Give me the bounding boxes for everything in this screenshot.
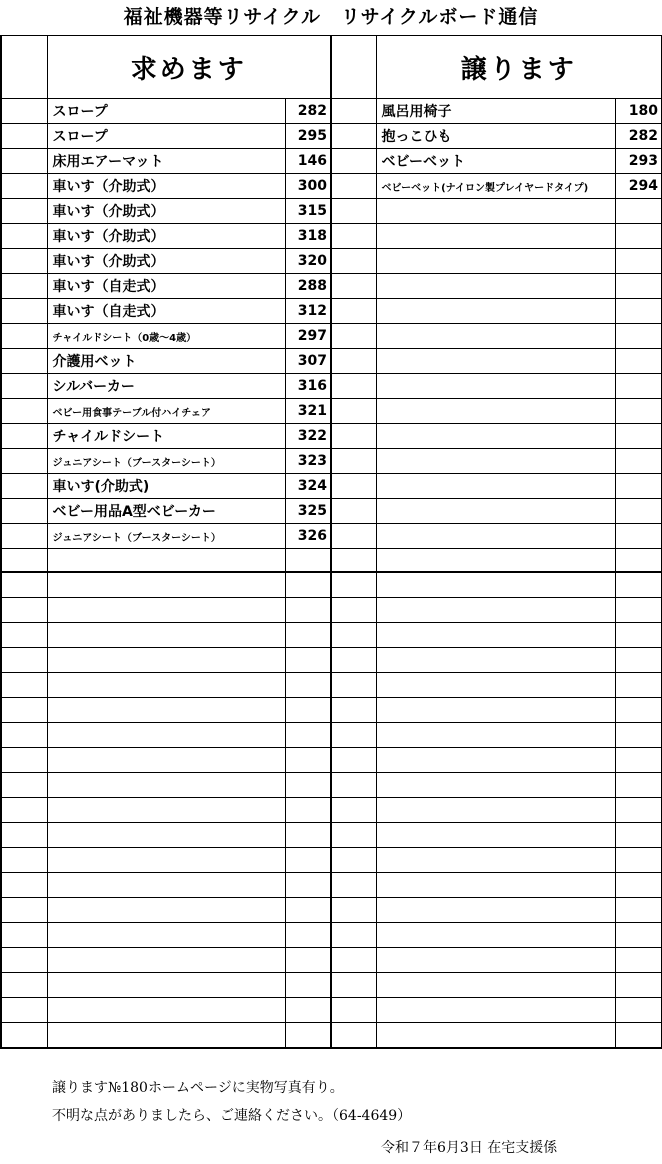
table-row [1, 998, 662, 1023]
offered-number-cell [615, 998, 662, 1023]
wanted-number-cell [285, 923, 331, 948]
offered-header: 譲ります [376, 36, 662, 99]
wanted-blank-cell [1, 723, 47, 748]
wanted-item-cell: チャイルドシート [47, 424, 285, 449]
table-row [1, 948, 662, 973]
wanted-number-cell: 295 [285, 124, 331, 149]
wanted-number-cell: 324 [285, 474, 331, 499]
wanted-item-cell [47, 873, 285, 898]
offered-item-cell [376, 898, 615, 923]
offered-item-cell [376, 648, 615, 673]
wanted-blank-cell [1, 324, 47, 349]
offered-number-cell [615, 199, 662, 224]
offered-blank-cell [331, 572, 376, 598]
table-row [1, 299, 662, 324]
offered-number-cell [615, 848, 662, 873]
wanted-blank-cell [1, 698, 47, 723]
wanted-number-cell: 321 [285, 399, 331, 424]
offered-blank-cell [331, 723, 376, 748]
offered-number-cell [615, 773, 662, 798]
wanted-item-cell: 車いす（介助式） [47, 199, 285, 224]
offered-blank-cell [331, 848, 376, 873]
wanted-blank-cell [1, 424, 47, 449]
wanted-blank-cell [1, 124, 47, 149]
offered-blank-cell [331, 99, 376, 124]
wanted-item-cell [47, 823, 285, 848]
offered-blank-cell [331, 823, 376, 848]
offered-number-cell [615, 324, 662, 349]
offered-blank-cell [331, 898, 376, 923]
table-row [1, 773, 662, 798]
offered-blank-cell [331, 424, 376, 449]
offered-blank-cell [331, 698, 376, 723]
wanted-item-cell: 車いす(介助式) [47, 474, 285, 499]
wanted-blank-cell [1, 572, 47, 598]
offered-item-cell [376, 848, 615, 873]
offered-item-cell [376, 798, 615, 823]
wanted-blank-cell [1, 773, 47, 798]
wanted-item-cell [47, 848, 285, 873]
table-row [1, 174, 662, 199]
offered-blank-cell [331, 923, 376, 948]
table-row [1, 499, 662, 524]
offered-blank-cell [331, 324, 376, 349]
wanted-blank-cell [1, 948, 47, 973]
wanted-blank-cell [1, 99, 47, 124]
wanted-blank-cell [1, 598, 47, 623]
wanted-item-cell [47, 598, 285, 623]
wanted-blank-cell [1, 673, 47, 698]
table-row [1, 798, 662, 823]
wanted-header: 求めます [47, 36, 331, 99]
wanted-blank-cell [1, 823, 47, 848]
wanted-blank-cell [1, 149, 47, 174]
table-row [1, 823, 662, 848]
wanted-blank-cell [1, 174, 47, 199]
footer-date-department: 令和７年6月3日 在宅支援係 [381, 1140, 558, 1156]
offered-item-cell [376, 823, 615, 848]
wanted-number-cell [285, 598, 331, 623]
wanted-number-cell [285, 973, 331, 998]
wanted-blank-cell [1, 399, 47, 424]
offered-number-cell [615, 399, 662, 424]
offered-number-cell [615, 249, 662, 274]
wanted-number-cell [285, 623, 331, 648]
offered-blank-cell [331, 199, 376, 224]
offered-blank-cell [331, 623, 376, 648]
offered-number-cell [615, 299, 662, 324]
wanted-item-cell: ジュニアシート（ブースターシート） [47, 449, 285, 474]
table-row [1, 524, 662, 549]
table-row [1, 224, 662, 249]
table-row [1, 274, 662, 299]
offered-number-cell: 294 [615, 174, 662, 199]
offered-blank-cell [331, 598, 376, 623]
offered-item-cell [376, 524, 615, 549]
wanted-item-cell: ベビー用品A型ベビーカー [47, 499, 285, 524]
wanted-number-cell: 320 [285, 249, 331, 274]
offered-item-cell [376, 324, 615, 349]
wanted-blank-cell [1, 374, 47, 399]
offered-item-cell [376, 449, 615, 474]
recycle-board-table [0, 35, 662, 1049]
offered-blank-cell [331, 873, 376, 898]
wanted-blank-cell [1, 923, 47, 948]
offered-number-cell [615, 623, 662, 648]
wanted-item-cell [47, 748, 285, 773]
offered-blank-cell [331, 249, 376, 274]
wanted-blank-cell [1, 449, 47, 474]
table-row [1, 474, 662, 499]
wanted-number-cell [285, 549, 331, 573]
wanted-blank-cell [1, 648, 47, 673]
table-row [1, 973, 662, 998]
offered-number-cell [615, 224, 662, 249]
offered-item-cell [376, 1023, 615, 1049]
offered-number-cell [615, 823, 662, 848]
wanted-blank-cell [1, 274, 47, 299]
wanted-blank-cell [1, 748, 47, 773]
wanted-item-cell: 車いす（介助式） [47, 174, 285, 199]
table-row [1, 873, 662, 898]
wanted-item-cell [47, 623, 285, 648]
offered-number-cell: 180 [615, 99, 662, 124]
table-row [1, 124, 662, 149]
offered-blank-cell [331, 174, 376, 199]
offered-blank-cell [331, 274, 376, 299]
wanted-number-cell [285, 848, 331, 873]
wanted-number-cell: 297 [285, 324, 331, 349]
wanted-item-cell: スロープ [47, 99, 285, 124]
offered-item-cell [376, 998, 615, 1023]
offered-item-cell [376, 299, 615, 324]
header-blank-left [1, 36, 47, 99]
offered-item-cell [376, 948, 615, 973]
offered-number-cell [615, 698, 662, 723]
table-row [1, 199, 662, 224]
table-row [1, 748, 662, 773]
wanted-blank-cell [1, 499, 47, 524]
offered-number-cell: 282 [615, 124, 662, 149]
wanted-number-cell: 282 [285, 99, 331, 124]
offered-item-cell: ベビーベット(ナイロン製プレイヤードタイプ) [376, 174, 615, 199]
wanted-blank-cell [1, 224, 47, 249]
offered-number-cell [615, 598, 662, 623]
offered-blank-cell [331, 998, 376, 1023]
wanted-item-cell [47, 698, 285, 723]
wanted-blank-cell [1, 848, 47, 873]
wanted-number-cell [285, 748, 331, 773]
offered-item-cell [376, 199, 615, 224]
table-row [1, 698, 662, 723]
offered-item-cell [376, 623, 615, 648]
offered-item-cell [376, 349, 615, 374]
wanted-item-cell [47, 973, 285, 998]
offered-blank-cell [331, 798, 376, 823]
wanted-number-cell: 288 [285, 274, 331, 299]
wanted-blank-cell [1, 898, 47, 923]
wanted-number-cell: 307 [285, 349, 331, 374]
offered-item-cell [376, 598, 615, 623]
wanted-number-cell: 316 [285, 374, 331, 399]
header-blank-right [331, 36, 376, 99]
wanted-item-cell [47, 773, 285, 798]
offered-number-cell [615, 648, 662, 673]
wanted-number-cell [285, 648, 331, 673]
wanted-item-cell [47, 673, 285, 698]
offered-number-cell [615, 474, 662, 499]
wanted-item-cell [47, 998, 285, 1023]
wanted-blank-cell [1, 249, 47, 274]
table-row [1, 549, 662, 573]
table-row [1, 598, 662, 623]
wanted-number-cell [285, 673, 331, 698]
wanted-number-cell [285, 572, 331, 598]
offered-item-cell [376, 773, 615, 798]
wanted-item-cell [47, 549, 285, 573]
offered-blank-cell [331, 549, 376, 573]
offered-number-cell [615, 873, 662, 898]
table-row [1, 149, 662, 174]
table-row [1, 1023, 662, 1049]
offered-blank-cell [331, 299, 376, 324]
wanted-blank-cell [1, 299, 47, 324]
table-row [1, 673, 662, 698]
wanted-number-cell [285, 823, 331, 848]
wanted-blank-cell [1, 474, 47, 499]
wanted-item-cell [47, 648, 285, 673]
offered-blank-cell [331, 499, 376, 524]
table-row [1, 324, 662, 349]
wanted-number-cell: 322 [285, 424, 331, 449]
wanted-number-cell [285, 873, 331, 898]
wanted-item-cell [47, 572, 285, 598]
offered-number-cell [615, 898, 662, 923]
wanted-item-cell: シルバーカー [47, 374, 285, 399]
table-row [1, 898, 662, 923]
offered-item-cell [376, 424, 615, 449]
table-row [1, 349, 662, 374]
table-row [1, 399, 662, 424]
offered-blank-cell [331, 474, 376, 499]
offered-blank-cell [331, 648, 376, 673]
wanted-blank-cell [1, 873, 47, 898]
wanted-number-cell [285, 698, 331, 723]
offered-item-cell [376, 249, 615, 274]
offered-item-cell [376, 549, 615, 573]
offered-number-cell [615, 673, 662, 698]
offered-number-cell [615, 524, 662, 549]
offered-number-cell [615, 349, 662, 374]
offered-item-cell [376, 923, 615, 948]
wanted-item-cell: 車いす（介助式） [47, 249, 285, 274]
wanted-number-cell: 325 [285, 499, 331, 524]
offered-item-cell [376, 399, 615, 424]
offered-number-cell [615, 549, 662, 573]
offered-item-cell [376, 374, 615, 399]
offered-item-cell [376, 474, 615, 499]
offered-blank-cell [331, 748, 376, 773]
offered-item-cell [376, 698, 615, 723]
table-row [1, 723, 662, 748]
offered-blank-cell [331, 374, 376, 399]
offered-number-cell [615, 923, 662, 948]
offered-blank-cell [331, 149, 376, 174]
offered-number-cell [615, 748, 662, 773]
table-row [1, 848, 662, 873]
wanted-number-cell: 315 [285, 199, 331, 224]
offered-number-cell [615, 274, 662, 299]
wanted-blank-cell [1, 623, 47, 648]
wanted-item-cell: 床用エアーマット [47, 149, 285, 174]
offered-blank-cell [331, 1023, 376, 1049]
wanted-number-cell [285, 1023, 331, 1049]
offered-number-cell [615, 572, 662, 598]
wanted-item-cell: 車いす（介助式） [47, 224, 285, 249]
wanted-item-cell [47, 948, 285, 973]
wanted-blank-cell [1, 549, 47, 573]
wanted-item-cell: 介護用ベット [47, 349, 285, 374]
offered-blank-cell [331, 673, 376, 698]
footer-note-photo: 譲ります№180ホームページに実物写真有り。 [52, 1080, 344, 1096]
offered-number-cell [615, 374, 662, 399]
offered-blank-cell [331, 524, 376, 549]
offered-blank-cell [331, 224, 376, 249]
wanted-item-cell: 車いす（自走式） [47, 299, 285, 324]
wanted-blank-cell [1, 998, 47, 1023]
table-row [1, 572, 662, 598]
offered-number-cell [615, 1023, 662, 1049]
wanted-number-cell: 146 [285, 149, 331, 174]
wanted-blank-cell [1, 973, 47, 998]
wanted-item-cell [47, 1023, 285, 1049]
wanted-item-cell [47, 923, 285, 948]
offered-item-cell: 風呂用椅子 [376, 99, 615, 124]
offered-item-cell [376, 673, 615, 698]
offered-blank-cell [331, 399, 376, 424]
wanted-item-cell: 車いす（自走式） [47, 274, 285, 299]
offered-item-cell [376, 748, 615, 773]
wanted-blank-cell [1, 1023, 47, 1049]
offered-blank-cell [331, 449, 376, 474]
wanted-item-cell: ベビー用食事テーブル付ハイチェア [47, 399, 285, 424]
offered-blank-cell [331, 948, 376, 973]
offered-number-cell [615, 973, 662, 998]
offered-number-cell [615, 948, 662, 973]
wanted-number-cell [285, 723, 331, 748]
table-row [1, 623, 662, 648]
offered-blank-cell [331, 349, 376, 374]
footer-note-contact: 不明な点がありましたら、ご連絡ください。（64-4649） [52, 1108, 412, 1124]
table-row [1, 249, 662, 274]
offered-item-cell [376, 499, 615, 524]
wanted-blank-cell [1, 199, 47, 224]
table-row [1, 99, 662, 124]
offered-item-cell [376, 274, 615, 299]
offered-item-cell: ベビーベット [376, 149, 615, 174]
wanted-number-cell [285, 948, 331, 973]
wanted-item-cell [47, 898, 285, 923]
offered-item-cell [376, 224, 615, 249]
offered-item-cell [376, 572, 615, 598]
wanted-number-cell: 323 [285, 449, 331, 474]
wanted-blank-cell [1, 798, 47, 823]
wanted-number-cell: 318 [285, 224, 331, 249]
offered-item-cell [376, 973, 615, 998]
offered-number-cell [615, 798, 662, 823]
page-title: 福祉機器等リサイクル リサイクルボード通信 [123, 6, 539, 28]
offered-number-cell [615, 449, 662, 474]
wanted-number-cell [285, 798, 331, 823]
wanted-item-cell: スロープ [47, 124, 285, 149]
wanted-number-cell [285, 998, 331, 1023]
wanted-item-cell: ジュニアシート（ブースターシート） [47, 524, 285, 549]
wanted-item-cell: チャイルドシート（0歳〜4歳） [47, 324, 285, 349]
table-row [1, 374, 662, 399]
offered-blank-cell [331, 973, 376, 998]
header-row [1, 36, 662, 99]
offered-number-cell [615, 499, 662, 524]
wanted-number-cell: 300 [285, 174, 331, 199]
offered-number-cell [615, 723, 662, 748]
wanted-blank-cell [1, 524, 47, 549]
table-row [1, 648, 662, 673]
wanted-number-cell [285, 898, 331, 923]
offered-item-cell [376, 723, 615, 748]
wanted-blank-cell [1, 349, 47, 374]
wanted-number-cell [285, 773, 331, 798]
wanted-number-cell: 312 [285, 299, 331, 324]
offered-number-cell: 293 [615, 149, 662, 174]
table-row [1, 449, 662, 474]
offered-blank-cell [331, 124, 376, 149]
table-row [1, 923, 662, 948]
wanted-number-cell: 326 [285, 524, 331, 549]
wanted-item-cell [47, 798, 285, 823]
offered-number-cell [615, 424, 662, 449]
offered-item-cell [376, 873, 615, 898]
table-row [1, 424, 662, 449]
wanted-item-cell [47, 723, 285, 748]
offered-item-cell: 抱っこひも [376, 124, 615, 149]
offered-blank-cell [331, 773, 376, 798]
